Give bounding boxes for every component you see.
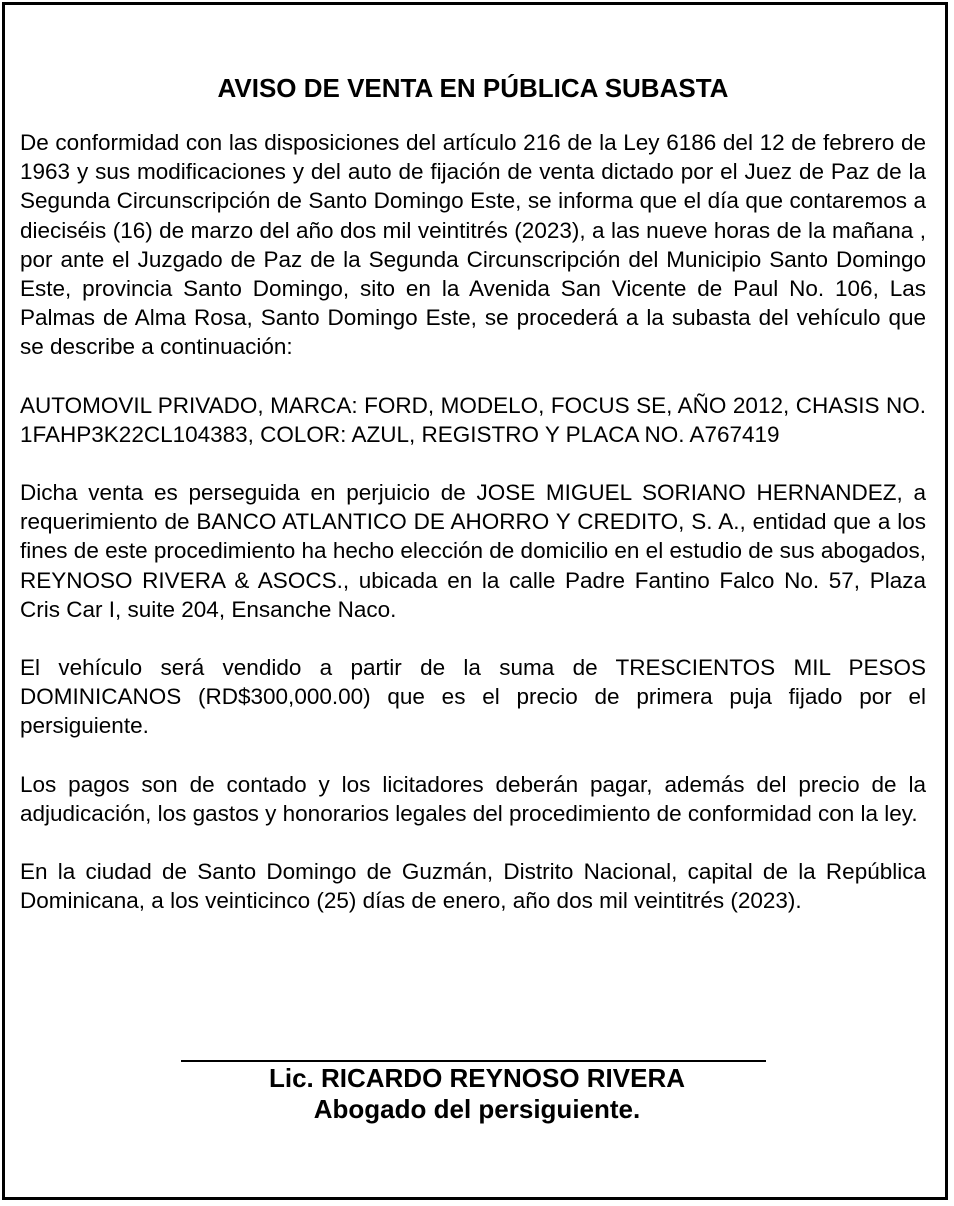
signature-name: Lic. RICARDO REYNOSO RIVERA	[268, 1063, 686, 1093]
signature-role: Abogado del persiguiente.	[313, 1094, 641, 1124]
paragraph-legal-basis: De conformidad con las disposiciones del artículo 216 de la Ley 6186 del 12 de febrero de 1963 y sus modificaciones y del auto de fijación de venta dictado por el Juez de Paz de la Segunda Circunscripción de Santo Domingo Este, se informa que el día que contaremos a dieciséis (16) de marzo del año dos mil veintitrés (2023), a las nueve horas de la mañana , por ante el Juzgado de Paz de la Segunda Circunscripción del Municipio Santo Domingo Este, provincia Santo Domingo, sito en la Avenida San Vicente de Paul No. 106, Las Palmas de Alma Rosa, Santo Domingo Este, se procederá a la subasta del vehículo que se describe a continuación:	[20, 130, 926, 360]
signature-line	[181, 1060, 766, 1062]
notice-title: AVISO DE VENTA EN PÚBLICA SUBASTA	[217, 73, 729, 103]
paragraph-vehicle-description: AUTOMOVIL PRIVADO, MARCA: FORD, MODELO, FOCUS SE, AÑO 2012, CHASIS NO. 1FAHP3K22CL104383, COLOR: AZUL, REGISTRO Y PLACA NO. A767419	[20, 392, 926, 447]
paragraph-payment-terms: Los pagos son de contado y los licitadores deberán pagar, además del precio de la adjudicación, los gastos y honorarios legales del procedimiento de conformidad con la ley.	[20, 771, 926, 826]
notice-body	[20, 68, 926, 944]
paragraph-place-and-date: En la ciudad de Santo Domingo de Guzmán, Distrito Nacional, capital de la República Dominicana, a los veinticinco (25) días de enero, año dos mil veintitrés (2023).	[20, 859, 926, 914]
paragraph-starting-price: El vehículo será vendido a partir de la suma de TRESCIENTOS MIL PESOS DOMINICANOS (RD$300,000.00) que es el precio de primera puja fijado por el persiguiente.	[20, 655, 926, 739]
paragraph-parties: Dicha venta es perseguida en perjuicio de JOSE MIGUEL SORIANO HERNANDEZ, a requerimiento de BANCO ATLANTICO DE AHORRO Y CREDITO, S. A., entidad que a los fines de este procedimiento ha hecho elección de domicilio en el estudio de sus abogados, REYNOSO RIVERA & ASOCS., ubicada en la calle Padre Fantino Falco No. 57, Plaza Cris Car I, suite 204, Ensanche Naco.	[20, 480, 926, 622]
